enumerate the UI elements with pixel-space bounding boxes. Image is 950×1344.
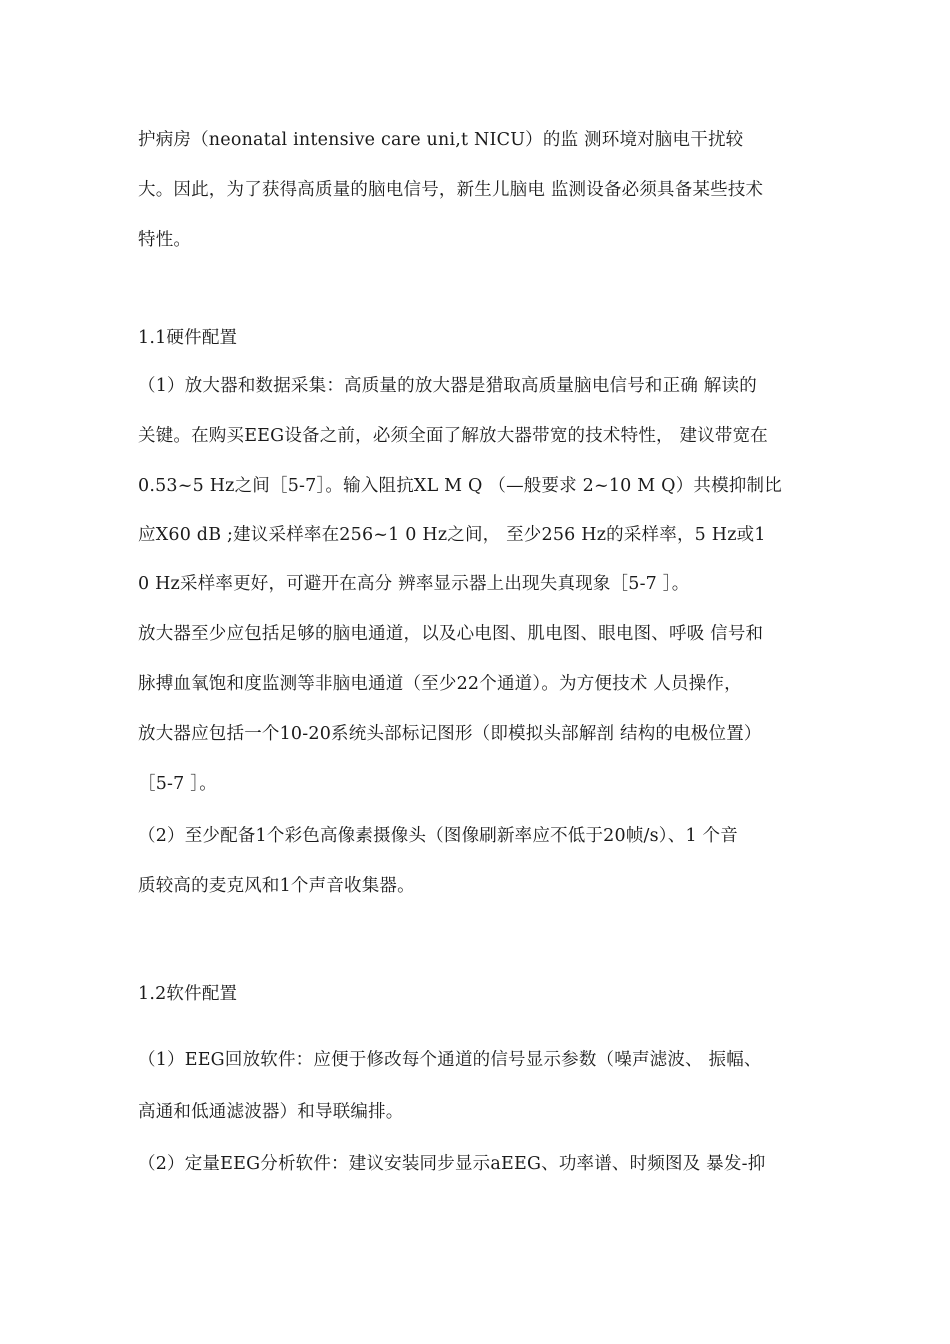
- paragraph-line: 质较高的麦克风和1个声音收集器。: [138, 876, 415, 896]
- paragraph-line: （2）至少配备1个彩色高像素摄像头（图像刷新率应不低于20帧/s）、1 个音: [138, 826, 738, 846]
- intro-line: 大。因此，为了获得高质量的脑电信号，新生儿脑电 监测设备必须具备某些技术: [138, 180, 764, 200]
- section-heading-software: 1.2软件配置: [138, 984, 238, 1004]
- paragraph-line: （1）放大器和数据采集：高质量的放大器是猎取高质量脑电信号和正确 解读的: [138, 376, 757, 396]
- paragraph-line: 高通和低通滤波器）和导联编排。: [138, 1102, 404, 1122]
- paragraph-line: ［5-7 ］。: [138, 774, 217, 794]
- paragraph-line: 放大器至少应包括足够的脑电通道，以及心电图、肌电图、眼电图、呼吸 信号和: [138, 624, 764, 644]
- paragraph-line: 应X60 dB ;建议采样率在256~1 0 Hz之间， 至少256 Hz的采样率，5 Hz或1: [138, 525, 766, 545]
- paragraph-line: 关键。在购买EEG设备之前，必须全面了解放大器带宽的技术特性， 建议带宽在: [138, 426, 768, 446]
- intro-line: 护病房（neonatal intensive care uni,t NICU）的监 测环境对脑电干扰较: [138, 130, 744, 150]
- paragraph-line: 脉搏血氧饱和度监测等非脑电通道（至少22个通道）。为方便技术 人员操作，: [138, 674, 742, 694]
- intro-line: 特性。: [138, 230, 192, 250]
- section-heading-hardware: 1.1硬件配置: [138, 328, 238, 348]
- paragraph-line: （2）定量EEG分析软件：建议安装同步显示aEEG、功率谱、时频图及 暴发-抑: [138, 1154, 766, 1174]
- paragraph-line: （1）EEG回放软件：应便于修改每个通道的信号显示参数（噪声滤波、 振幅、: [138, 1050, 762, 1070]
- paragraph-line: 0.53~5 Hz之间［5-7］。输入阻抗XL M Q （—般要求 2~10 M Q）共模抑制比: [138, 476, 782, 496]
- paragraph-line: 0 Hz采样率更好，可避开在高分 辨率显示器上出现失真现象［5-7 ］。: [138, 574, 690, 594]
- paragraph-line: 放大器应包括一个10-20系统头部标记图形（即模拟头部解剖 结构的电极位置）: [138, 724, 762, 744]
